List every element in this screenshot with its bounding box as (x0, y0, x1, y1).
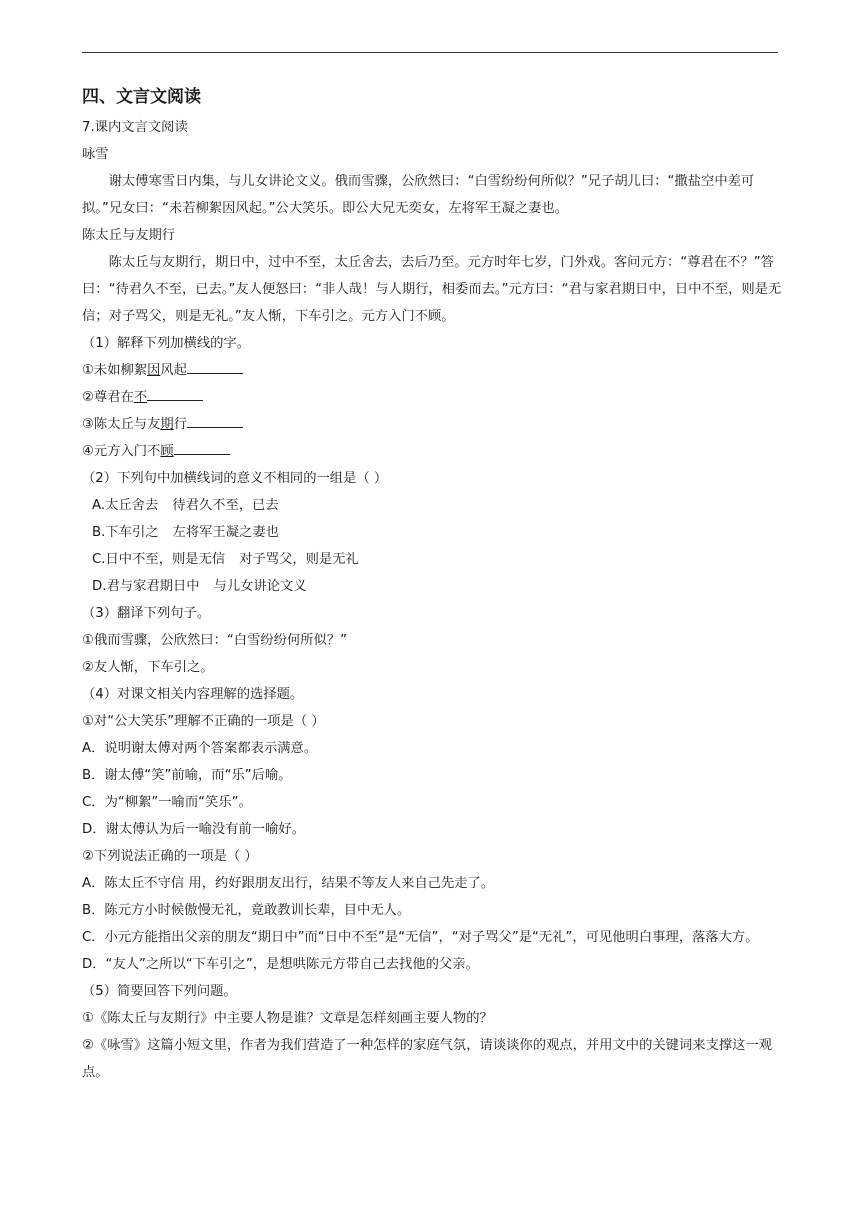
passage2-text: 陈太丘与友期行，期日中，过中不至，太丘舍去，去后乃至。元方时年七岁，门外戏。客问元方：“尊君在不？”答曰：“待君久不至，已去。”友人便怒曰：“非人哉！与人期行，相委而去。”元方曰：“君与家君期日中，日中不至，则是无信；对子骂父，则是无礼。”友人惭，下车引之。元方入门不顾。 (82, 255, 782, 324)
q5-item: ②《咏雪》这篇小短文里，作者为我们营造了一种怎样的家庭气氛，请谈谈你的观点，并用文中的关键词来支撑这一观点。 (82, 1038, 773, 1080)
q1-item: ④元方入门不顾 (82, 438, 782, 465)
passage1-text: 谢太傅寒雪日内集，与儿女讲论文义。俄而雪骤，公欣然曰：“白雪纷纷何所似？”兄子胡儿曰：“撒盐空中差可拟。”兄女曰：“未若柳絮因风起。”公大笑乐。即公大兄无奕女，左将军王凝之妻也。 (82, 174, 755, 216)
q4-sub2-option: A．陈太丘不守信 用，约好跟朋友出行，结果不等友人来自己先走了。 (82, 876, 495, 891)
q1-prompt: （1）解释下列加横线的字。 (82, 336, 251, 351)
answer-blank[interactable] (147, 386, 203, 401)
passage2-title: 陈太丘与友期行 (82, 228, 176, 243)
q1-item: ①未如柳絮因风起 (82, 357, 782, 384)
underlined-char: 不 (133, 390, 148, 405)
q5-prompt: （5）简要回答下列问题。 (82, 984, 237, 999)
q2-prompt: （2）下列句中加横线词的意义不相同的一组是（ ） (82, 471, 388, 486)
q3-prompt: （3）翻译下列句子。 (82, 606, 211, 621)
q4-sub2-option: B．陈元方小时候傲慢无礼，竟敢教训长辈，目中无人。 (82, 903, 411, 918)
q4-sub2-option: C．小元方能指出父亲的朋友“期日中”而“日中不至”是“无信”，“对子骂父”是“无礼”，可见他明白事理，落落大方。 (82, 930, 759, 945)
header-rule (82, 52, 778, 53)
underlined-char: 期 (160, 417, 174, 432)
q1-item: ②尊君在不 (82, 384, 782, 411)
answer-blank[interactable] (174, 440, 230, 455)
q2-option: D.君与家君期日中 与儿女讲论文义 (92, 579, 307, 594)
answer-blank[interactable] (187, 413, 243, 428)
passage1-title: 咏雪 (82, 147, 109, 162)
q4-sub2-stem: ②下列说法正确的一项是（ ） (82, 849, 258, 864)
q4-prompt: （4）对课文相关内容理解的选择题。 (82, 687, 304, 702)
q2-option: C.日中不至，则是无信 对子骂父，则是无礼 (92, 552, 359, 567)
q4-sub1-option: D．谢太傅认为后一喻没有前一喻好。 (82, 822, 305, 837)
q2-option: B.下车引之 左将军王凝之妻也 (92, 525, 279, 540)
underlined-char: 顾 (160, 444, 174, 459)
q1-item: ③陈太丘与友期行 (82, 411, 782, 438)
q2-option: A.太丘舍去 待君久不至，已去 (92, 498, 279, 513)
q4-sub1-option: A．说明谢太傅对两个答案都表示满意。 (82, 741, 318, 756)
underlined-char: 因 (147, 363, 161, 378)
q3-item: ①俄而雪骤，公欣然曰：“白雪纷纷何所似？” (82, 633, 348, 648)
q4-sub1-option: C．为“柳絮”一喻而“笑乐”。 (82, 795, 252, 810)
document-page (82, 82, 782, 1086)
q4-sub1-option: B．谢太傅“笑”前喻，而“乐”后喻。 (82, 768, 292, 783)
q4-sub2-option: D．“友人”之所以“下车引之”，是想哄陈元方带自己去找他的父亲。 (82, 957, 479, 972)
q4-sub1-stem: ①对“公大笑乐”理解不正确的一项是（ ） (82, 714, 325, 729)
q5-item: ①《陈太丘与友期行》中主要人物是谁？文章是怎样刻画主要人物的？ (82, 1011, 493, 1026)
answer-blank[interactable] (187, 359, 243, 374)
section-title: 四、文言文阅读 (82, 87, 201, 107)
question-number: 7.课内文言文阅读 (82, 120, 188, 135)
q3-item: ②友人惭，下车引之。 (82, 660, 214, 675)
